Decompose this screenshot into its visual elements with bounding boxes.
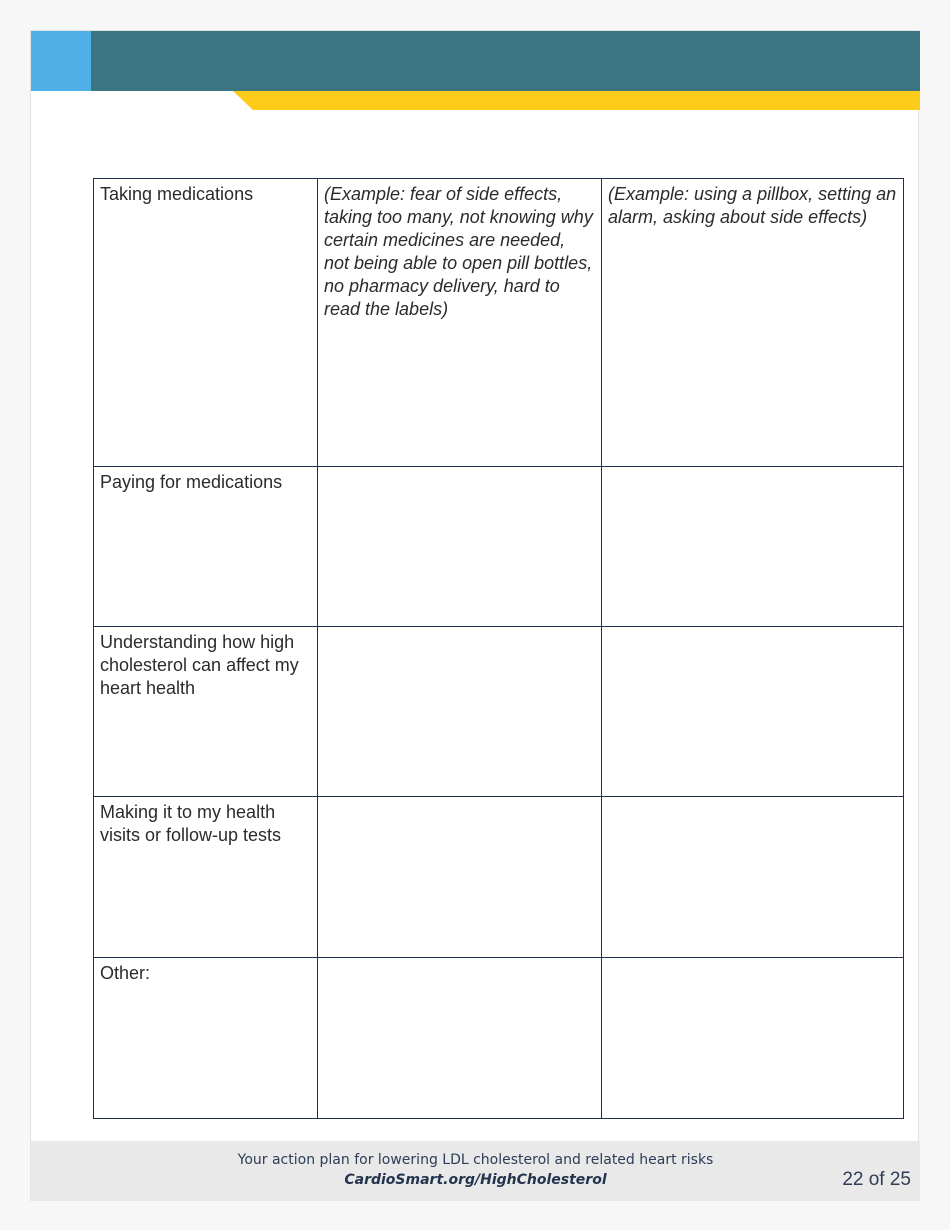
footer-tagline: Your action plan for lowering LDL cholesterol and related heart risks [237, 1152, 714, 1168]
row-label: Making it to my health visits or follow-up tests [94, 797, 318, 958]
solutions-cell[interactable] [602, 797, 904, 958]
header-teal-bar [91, 31, 920, 91]
footer-url-link[interactable]: CardioSmart.org/HighCholesterol [344, 1172, 607, 1188]
barriers-cell[interactable] [318, 467, 602, 627]
barriers-worksheet-table [93, 178, 904, 1119]
solutions-cell[interactable]: (Example: using a pillbox, setting an alarm, asking about side effects) [602, 179, 904, 467]
document-page [30, 30, 919, 1201]
table-row [94, 958, 904, 1119]
barriers-cell[interactable] [318, 797, 602, 958]
barriers-cell[interactable] [318, 627, 602, 797]
table-row [94, 797, 904, 958]
row-label: Understanding how high cholesterol can affect my heart health [94, 627, 318, 797]
page-number: 22 of 25 [842, 1169, 911, 1190]
table-row [94, 467, 904, 627]
barriers-cell[interactable] [318, 958, 602, 1119]
header-yellow-stripe [233, 91, 920, 110]
page-footer [31, 1141, 920, 1201]
table-row [94, 179, 904, 467]
solutions-cell[interactable] [602, 958, 904, 1119]
page-header-banner [31, 31, 920, 141]
header-blue-block [31, 31, 91, 91]
barriers-cell[interactable]: (Example: fear of side effects, taking too many, not knowing why certain medicines are needed, not being able to open pill bottles, no pharmacy delivery, hard to read the labels) [318, 179, 602, 467]
row-label: Other: [94, 958, 318, 1119]
solutions-cell[interactable] [602, 627, 904, 797]
solutions-cell[interactable] [602, 467, 904, 627]
row-label: Taking medications [94, 179, 318, 467]
row-label: Paying for medications [94, 467, 318, 627]
table-row [94, 627, 904, 797]
